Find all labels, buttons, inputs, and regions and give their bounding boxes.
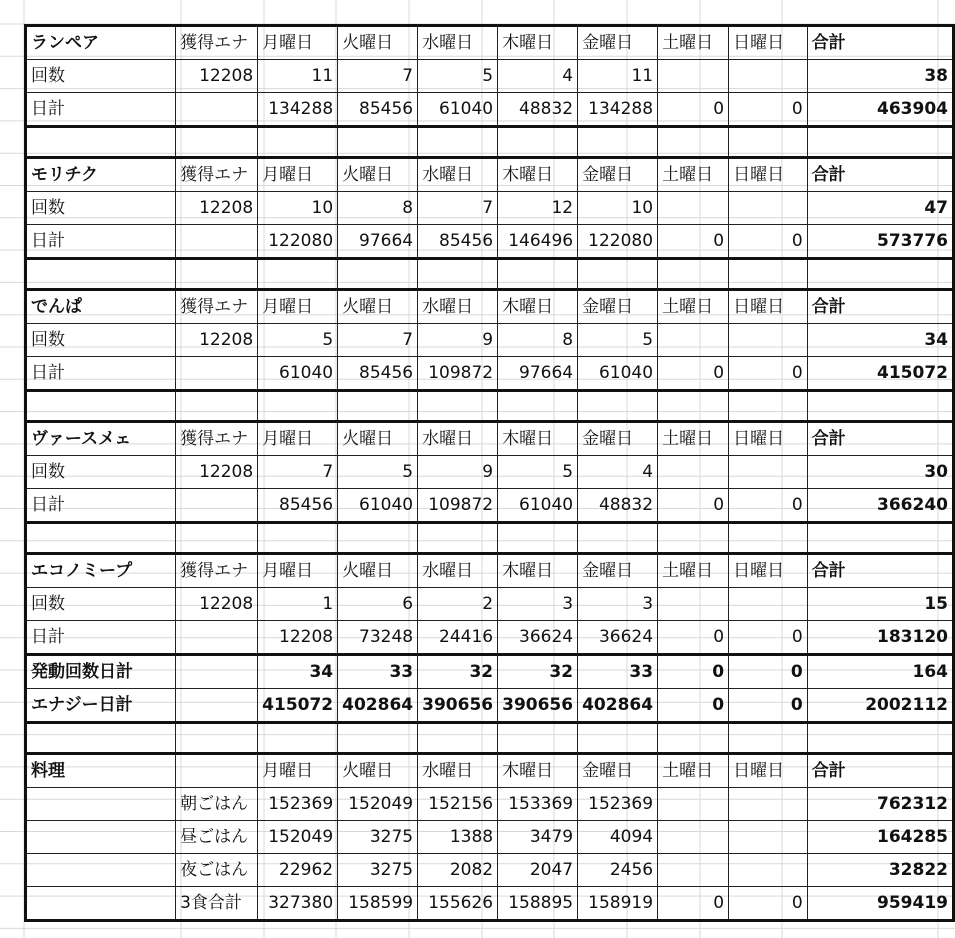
count-value-cell[interactable] — [658, 456, 729, 489]
energy-header-cell[interactable]: 獲得エナ — [176, 554, 258, 588]
table-row — [26, 554, 954, 588]
empty-cell[interactable] — [338, 259, 418, 290]
count-value-cell[interactable] — [729, 588, 808, 621]
energy-header-cell[interactable]: 獲得エナ — [176, 422, 258, 456]
empty-cell[interactable] — [729, 523, 808, 554]
summary-value-cell[interactable]: 0 — [658, 689, 729, 723]
empty-cell[interactable] — [258, 127, 338, 158]
count-label-cell[interactable]: 回数 — [26, 60, 176, 93]
summary-value-cell[interactable]: 33 — [578, 655, 658, 689]
day-header-cell[interactable]: 土曜日 — [658, 158, 729, 192]
day-header-cell[interactable]: 木曜日 — [498, 554, 578, 588]
table-row — [26, 192, 954, 225]
table-row — [26, 621, 954, 655]
table-row — [26, 60, 954, 93]
daily-value-cell[interactable]: 73248 — [338, 621, 418, 655]
table-row — [26, 788, 954, 821]
daily-value-cell[interactable]: 134288 — [258, 93, 338, 127]
day-header-cell[interactable]: 日曜日 — [729, 26, 808, 60]
meal-value-cell[interactable]: 3275 — [338, 854, 418, 887]
day-header-cell[interactable]: 月曜日 — [258, 26, 338, 60]
meal-value-cell[interactable]: 2047 — [498, 854, 578, 887]
empty-cell[interactable] — [176, 127, 258, 158]
empty-cell[interactable] — [176, 391, 258, 422]
empty-cell[interactable] — [729, 391, 808, 422]
energy-value-cell[interactable]: 12208 — [176, 60, 258, 93]
meal-value-cell[interactable]: 152156 — [418, 788, 498, 821]
daily-value-cell[interactable]: 0 — [729, 93, 808, 127]
summary-label-cell[interactable]: エナジー日計 — [26, 689, 176, 723]
spacer-row — [26, 259, 954, 290]
summary-value-cell[interactable]: 32 — [418, 655, 498, 689]
daily-total-cell[interactable]: 183120 — [807, 621, 953, 655]
table-row — [26, 754, 954, 788]
summary-value-cell[interactable]: 0 — [658, 655, 729, 689]
cooking-name-cell[interactable]: 料理 — [26, 754, 176, 788]
meal-value-cell[interactable]: 152369 — [258, 788, 338, 821]
table-row — [26, 887, 954, 921]
spacer-row — [26, 391, 954, 422]
empty-cell[interactable] — [418, 523, 498, 554]
meal-value-cell[interactable]: 3479 — [498, 821, 578, 854]
spacer-row — [26, 723, 954, 754]
empty-cell[interactable] — [26, 127, 176, 158]
count-total-cell[interactable]: 38 — [807, 60, 953, 93]
empty-cell[interactable] — [807, 391, 953, 422]
daily-value-cell[interactable]: 0 — [658, 621, 729, 655]
summary-value-cell[interactable]: 32 — [498, 655, 578, 689]
table-row — [26, 158, 954, 192]
empty-cell[interactable] — [258, 391, 338, 422]
meal-label-cell[interactable]: 昼ごはん — [176, 821, 258, 854]
meal-value-cell[interactable]: 155626 — [418, 887, 498, 921]
meal-value-cell[interactable] — [658, 788, 729, 821]
meal-value-cell[interactable]: 158599 — [338, 887, 418, 921]
count-value-cell[interactable]: 5 — [338, 456, 418, 489]
daily-value-cell[interactable]: 0 — [658, 93, 729, 127]
day-header-cell[interactable]: 水曜日 — [418, 26, 498, 60]
meal-value-cell[interactable]: 2082 — [418, 854, 498, 887]
count-value-cell[interactable]: 5 — [418, 60, 498, 93]
daily-value-cell[interactable]: 36624 — [498, 621, 578, 655]
spacer-row — [26, 127, 954, 158]
empty-cell[interactable] — [658, 391, 729, 422]
meal-value-cell[interactable]: 4094 — [578, 821, 658, 854]
empty-cell[interactable] — [729, 127, 808, 158]
daily-value-cell[interactable]: 24416 — [418, 621, 498, 655]
table-row — [26, 93, 954, 127]
meal-value-cell[interactable]: 3275 — [338, 821, 418, 854]
table-row — [26, 422, 954, 456]
meal-value-cell[interactable]: 152049 — [338, 788, 418, 821]
daily-value-cell[interactable]: 122080 — [578, 225, 658, 259]
daily-label-cell[interactable]: 日計 — [26, 93, 176, 127]
empty-cell[interactable] — [26, 391, 176, 422]
day-header-cell[interactable]: 水曜日 — [418, 754, 498, 788]
empty-cell[interactable] — [418, 127, 498, 158]
empty-cell[interactable] — [176, 259, 258, 290]
daily-value-cell[interactable]: 0 — [729, 357, 808, 391]
daily-total-cell[interactable]: 366240 — [807, 489, 953, 523]
empty-cell[interactable] — [338, 523, 418, 554]
count-label-cell[interactable]: 回数 — [26, 324, 176, 357]
table-row — [26, 225, 954, 259]
empty-cell[interactable] — [338, 127, 418, 158]
block-name-cell[interactable]: ランペア — [26, 26, 176, 60]
daily-label-cell[interactable]: 日計 — [26, 489, 176, 523]
count-value-cell[interactable]: 9 — [418, 324, 498, 357]
energy-value-cell[interactable]: 12208 — [176, 192, 258, 225]
day-header-cell[interactable]: 金曜日 — [578, 290, 658, 324]
block-name-cell[interactable]: ヴァースメェ — [26, 422, 176, 456]
empty-cell[interactable] — [176, 225, 258, 259]
energy-value-cell[interactable]: 12208 — [176, 588, 258, 621]
count-value-cell[interactable] — [658, 588, 729, 621]
daily-total-cell[interactable]: 573776 — [807, 225, 953, 259]
day-header-cell[interactable]: 火曜日 — [338, 754, 418, 788]
empty-cell[interactable] — [258, 259, 338, 290]
meal-value-cell[interactable]: 152369 — [578, 788, 658, 821]
empty-cell[interactable] — [176, 689, 258, 723]
meal-value-cell[interactable] — [658, 854, 729, 887]
daily-total-cell[interactable]: 415072 — [807, 357, 953, 391]
spacer-row — [26, 523, 954, 554]
daily-value-cell[interactable]: 12208 — [258, 621, 338, 655]
energy-value-cell[interactable]: 12208 — [176, 456, 258, 489]
day-header-cell[interactable]: 月曜日 — [258, 554, 338, 588]
count-value-cell[interactable] — [729, 456, 808, 489]
day-header-cell[interactable]: 火曜日 — [338, 158, 418, 192]
daily-label-cell[interactable]: 日計 — [26, 357, 176, 391]
count-total-cell[interactable]: 15 — [807, 588, 953, 621]
meal-label-cell[interactable]: 3食合計 — [176, 887, 258, 921]
meal-total-cell[interactable]: 959419 — [807, 887, 953, 921]
daily-value-cell[interactable]: 85456 — [338, 357, 418, 391]
day-header-cell[interactable]: 水曜日 — [418, 290, 498, 324]
empty-cell[interactable] — [658, 127, 729, 158]
daily-value-cell[interactable]: 146496 — [498, 225, 578, 259]
empty-cell[interactable] — [338, 723, 418, 754]
count-value-cell[interactable]: 3 — [578, 588, 658, 621]
day-header-cell[interactable]: 金曜日 — [578, 26, 658, 60]
table-row — [26, 854, 954, 887]
daily-value-cell[interactable]: 0 — [658, 357, 729, 391]
day-header-cell[interactable]: 水曜日 — [418, 554, 498, 588]
day-header-cell[interactable]: 土曜日 — [658, 754, 729, 788]
meal-value-cell[interactable] — [729, 821, 808, 854]
day-header-cell[interactable]: 月曜日 — [258, 422, 338, 456]
empty-cell[interactable] — [26, 259, 176, 290]
total-header-cell[interactable]: 合計 — [807, 554, 953, 588]
empty-cell[interactable] — [729, 259, 808, 290]
summary-value-cell[interactable]: 390656 — [498, 689, 578, 723]
daily-value-cell[interactable]: 85456 — [418, 225, 498, 259]
empty-cell[interactable] — [498, 523, 578, 554]
daily-value-cell[interactable]: 61040 — [258, 357, 338, 391]
day-header-cell[interactable]: 火曜日 — [338, 26, 418, 60]
daily-value-cell[interactable]: 61040 — [498, 489, 578, 523]
empty-cell[interactable] — [26, 887, 176, 921]
empty-cell[interactable] — [578, 127, 658, 158]
day-header-cell[interactable]: 土曜日 — [658, 26, 729, 60]
count-value-cell[interactable]: 5 — [258, 324, 338, 357]
empty-cell[interactable] — [176, 723, 258, 754]
block-name-cell[interactable]: エコノミープ — [26, 554, 176, 588]
total-header-cell[interactable]: 合計 — [807, 422, 953, 456]
empty-cell[interactable] — [418, 391, 498, 422]
empty-cell[interactable] — [26, 788, 176, 821]
empty-cell[interactable] — [26, 723, 176, 754]
empty-cell[interactable] — [176, 523, 258, 554]
day-header-cell[interactable]: 金曜日 — [578, 554, 658, 588]
day-header-cell[interactable]: 日曜日 — [729, 554, 808, 588]
summary-total-cell[interactable]: 2002112 — [807, 689, 953, 723]
empty-cell[interactable] — [26, 821, 176, 854]
empty-cell[interactable] — [807, 723, 953, 754]
day-header-cell[interactable]: 日曜日 — [729, 422, 808, 456]
meal-total-cell[interactable]: 32822 — [807, 854, 953, 887]
empty-cell[interactable] — [658, 259, 729, 290]
total-header-cell[interactable]: 合計 — [807, 26, 953, 60]
meal-value-cell[interactable] — [729, 788, 808, 821]
day-header-cell[interactable] — [176, 754, 258, 788]
count-value-cell[interactable]: 1 — [258, 588, 338, 621]
count-value-cell[interactable]: 10 — [258, 192, 338, 225]
empty-cell[interactable] — [176, 93, 258, 127]
empty-cell[interactable] — [578, 723, 658, 754]
energy-value-cell[interactable]: 12208 — [176, 324, 258, 357]
empty-cell[interactable] — [176, 655, 258, 689]
count-value-cell[interactable]: 10 — [578, 192, 658, 225]
meal-total-cell[interactable]: 762312 — [807, 788, 953, 821]
daily-label-cell[interactable]: 日計 — [26, 621, 176, 655]
day-header-cell[interactable]: 月曜日 — [258, 754, 338, 788]
day-header-cell[interactable]: 月曜日 — [258, 290, 338, 324]
empty-cell[interactable] — [658, 723, 729, 754]
meal-label-cell[interactable]: 夜ごはん — [176, 854, 258, 887]
meal-total-cell[interactable]: 164285 — [807, 821, 953, 854]
table-row — [26, 689, 954, 723]
count-label-cell[interactable]: 回数 — [26, 588, 176, 621]
table-row — [26, 357, 954, 391]
count-value-cell[interactable]: 6 — [338, 588, 418, 621]
day-header-cell[interactable]: 木曜日 — [498, 422, 578, 456]
summary-value-cell[interactable]: 0 — [729, 689, 808, 723]
meal-value-cell[interactable]: 158895 — [498, 887, 578, 921]
meal-value-cell[interactable]: 1388 — [418, 821, 498, 854]
day-header-cell[interactable]: 日曜日 — [729, 158, 808, 192]
empty-cell[interactable] — [729, 723, 808, 754]
total-header-cell[interactable]: 合計 — [807, 290, 953, 324]
daily-value-cell[interactable]: 122080 — [258, 225, 338, 259]
count-value-cell[interactable]: 11 — [258, 60, 338, 93]
count-value-cell[interactable]: 7 — [258, 456, 338, 489]
meal-value-cell[interactable]: 0 — [658, 887, 729, 921]
empty-cell[interactable] — [176, 489, 258, 523]
count-label-cell[interactable]: 回数 — [26, 192, 176, 225]
table-row — [26, 821, 954, 854]
meal-value-cell[interactable]: 153369 — [498, 788, 578, 821]
meal-label-cell[interactable]: 朝ごはん — [176, 788, 258, 821]
empty-cell[interactable] — [338, 391, 418, 422]
total-header-cell[interactable]: 合計 — [807, 158, 953, 192]
daily-value-cell[interactable]: 109872 — [418, 357, 498, 391]
count-value-cell[interactable]: 7 — [338, 60, 418, 93]
daily-value-cell[interactable]: 0 — [729, 225, 808, 259]
empty-cell[interactable] — [176, 621, 258, 655]
meal-value-cell[interactable]: 152049 — [258, 821, 338, 854]
daily-value-cell[interactable]: 61040 — [418, 93, 498, 127]
count-value-cell[interactable] — [658, 324, 729, 357]
day-header-cell[interactable]: 金曜日 — [578, 158, 658, 192]
day-header-cell[interactable]: 木曜日 — [498, 754, 578, 788]
summary-value-cell[interactable]: 402864 — [578, 689, 658, 723]
empty-cell[interactable] — [807, 523, 953, 554]
day-header-cell[interactable]: 金曜日 — [578, 422, 658, 456]
daily-value-cell[interactable]: 109872 — [418, 489, 498, 523]
day-header-cell[interactable]: 火曜日 — [338, 422, 418, 456]
summary-value-cell[interactable]: 34 — [258, 655, 338, 689]
daily-value-cell[interactable]: 0 — [658, 489, 729, 523]
summary-label-cell[interactable]: 発動回数日計 — [26, 655, 176, 689]
empty-cell[interactable] — [258, 523, 338, 554]
day-header-cell[interactable]: 土曜日 — [658, 422, 729, 456]
day-header-cell[interactable]: 日曜日 — [729, 754, 808, 788]
count-value-cell[interactable]: 8 — [498, 324, 578, 357]
empty-cell[interactable] — [418, 723, 498, 754]
day-header-cell[interactable]: 木曜日 — [498, 26, 578, 60]
count-value-cell[interactable]: 5 — [498, 456, 578, 489]
meal-value-cell[interactable] — [658, 821, 729, 854]
daily-value-cell[interactable]: 36624 — [578, 621, 658, 655]
empty-cell[interactable] — [578, 523, 658, 554]
energy-header-cell[interactable]: 獲得エナ — [176, 158, 258, 192]
count-value-cell[interactable]: 2 — [418, 588, 498, 621]
count-value-cell[interactable] — [729, 324, 808, 357]
meal-value-cell[interactable]: 327380 — [258, 887, 338, 921]
empty-cell[interactable] — [498, 259, 578, 290]
count-value-cell[interactable]: 11 — [578, 60, 658, 93]
table-row — [26, 489, 954, 523]
summary-value-cell[interactable]: 415072 — [258, 689, 338, 723]
count-total-cell[interactable]: 47 — [807, 192, 953, 225]
empty-cell[interactable] — [258, 723, 338, 754]
count-label-cell[interactable]: 回数 — [26, 456, 176, 489]
meal-value-cell[interactable]: 2456 — [578, 854, 658, 887]
empty-cell[interactable] — [807, 127, 953, 158]
table-row — [26, 26, 954, 60]
empty-cell[interactable] — [498, 391, 578, 422]
daily-value-cell[interactable]: 97664 — [338, 225, 418, 259]
count-value-cell[interactable]: 9 — [418, 456, 498, 489]
daily-value-cell[interactable]: 0 — [729, 489, 808, 523]
daily-total-cell[interactable]: 463904 — [807, 93, 953, 127]
empty-cell[interactable] — [807, 259, 953, 290]
count-value-cell[interactable]: 12 — [498, 192, 578, 225]
count-value-cell[interactable] — [658, 192, 729, 225]
count-value-cell[interactable]: 7 — [338, 324, 418, 357]
empty-cell[interactable] — [26, 523, 176, 554]
meal-value-cell[interactable]: 158919 — [578, 887, 658, 921]
daily-value-cell[interactable]: 48832 — [578, 489, 658, 523]
empty-cell[interactable] — [498, 127, 578, 158]
table-row — [26, 588, 954, 621]
count-value-cell[interactable]: 7 — [418, 192, 498, 225]
meal-value-cell[interactable]: 22962 — [258, 854, 338, 887]
day-header-cell[interactable]: 金曜日 — [578, 754, 658, 788]
empty-cell[interactable] — [578, 259, 658, 290]
count-value-cell[interactable]: 4 — [578, 456, 658, 489]
daily-value-cell[interactable]: 61040 — [338, 489, 418, 523]
count-total-cell[interactable]: 34 — [807, 324, 953, 357]
day-header-cell[interactable]: 水曜日 — [418, 422, 498, 456]
daily-value-cell[interactable]: 134288 — [578, 93, 658, 127]
meal-value-cell[interactable] — [729, 854, 808, 887]
daily-label-cell[interactable]: 日計 — [26, 225, 176, 259]
summary-value-cell[interactable]: 390656 — [418, 689, 498, 723]
count-value-cell[interactable] — [729, 192, 808, 225]
count-value-cell[interactable] — [729, 60, 808, 93]
block-name-cell[interactable]: でんぱ — [26, 290, 176, 324]
energy-header-cell[interactable]: 獲得エナ — [176, 26, 258, 60]
count-value-cell[interactable]: 8 — [338, 192, 418, 225]
count-value-cell[interactable] — [658, 60, 729, 93]
daily-value-cell[interactable]: 0 — [658, 225, 729, 259]
day-header-cell[interactable]: 土曜日 — [658, 290, 729, 324]
summary-value-cell[interactable]: 402864 — [338, 689, 418, 723]
block-name-cell[interactable]: モリチク — [26, 158, 176, 192]
daily-value-cell[interactable]: 0 — [729, 621, 808, 655]
spreadsheet-table — [24, 24, 955, 922]
day-header-cell[interactable]: 水曜日 — [418, 158, 498, 192]
day-header-cell[interactable]: 木曜日 — [498, 158, 578, 192]
count-total-cell[interactable]: 30 — [807, 456, 953, 489]
empty-cell[interactable] — [658, 523, 729, 554]
daily-value-cell[interactable]: 97664 — [498, 357, 578, 391]
day-header-cell[interactable]: 土曜日 — [658, 554, 729, 588]
daily-value-cell[interactable]: 61040 — [578, 357, 658, 391]
table-row — [26, 290, 954, 324]
empty-cell[interactable] — [498, 723, 578, 754]
empty-cell[interactable] — [578, 391, 658, 422]
table-row — [26, 456, 954, 489]
count-value-cell[interactable]: 4 — [498, 60, 578, 93]
day-header-cell[interactable]: 火曜日 — [338, 554, 418, 588]
summary-total-cell[interactable]: 164 — [807, 655, 953, 689]
energy-header-cell[interactable]: 獲得エナ — [176, 290, 258, 324]
empty-cell[interactable] — [176, 357, 258, 391]
count-value-cell[interactable]: 5 — [578, 324, 658, 357]
total-header-cell[interactable]: 合計 — [807, 754, 953, 788]
day-header-cell[interactable]: 日曜日 — [729, 290, 808, 324]
daily-value-cell[interactable]: 85456 — [258, 489, 338, 523]
empty-cell[interactable] — [26, 854, 176, 887]
day-header-cell[interactable]: 火曜日 — [338, 290, 418, 324]
empty-cell[interactable] — [418, 259, 498, 290]
day-header-cell[interactable]: 木曜日 — [498, 290, 578, 324]
table-row — [26, 655, 954, 689]
daily-value-cell[interactable]: 85456 — [338, 93, 418, 127]
table-row — [26, 324, 954, 357]
summary-value-cell[interactable]: 0 — [729, 655, 808, 689]
day-header-cell[interactable]: 月曜日 — [258, 158, 338, 192]
daily-value-cell[interactable]: 48832 — [498, 93, 578, 127]
count-value-cell[interactable]: 3 — [498, 588, 578, 621]
meal-value-cell[interactable]: 0 — [729, 887, 808, 921]
summary-value-cell[interactable]: 33 — [338, 655, 418, 689]
